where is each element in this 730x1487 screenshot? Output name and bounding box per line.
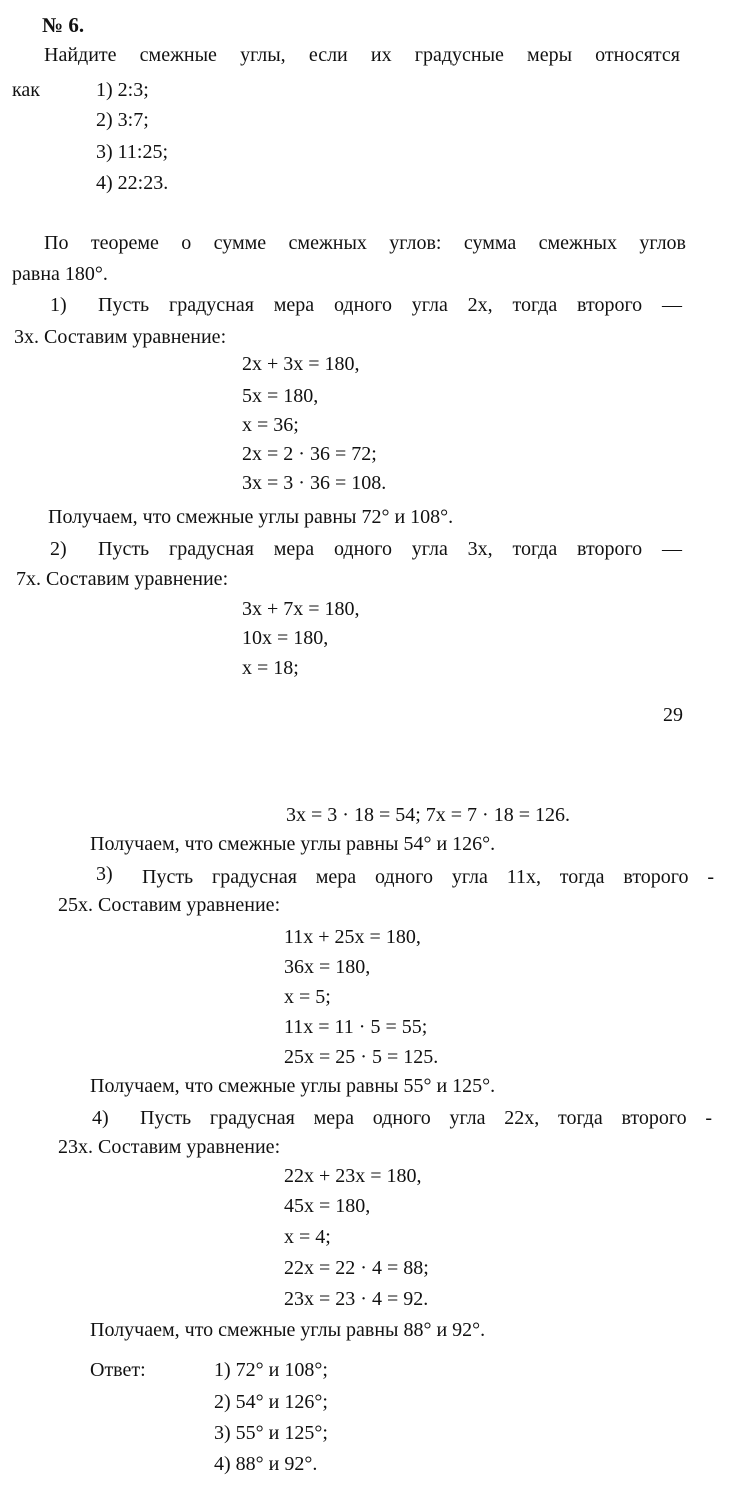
case-1-result: Получаем, что смежные углы равны 72° и 108°. (48, 506, 454, 528)
option-2: 2) 3:7; (96, 109, 149, 131)
case-1-equation: 2x = 2 · 36 = 72; (242, 443, 377, 465)
theorem-line-1: По теореме о сумме смежных углов: сумма смежных углов (44, 232, 686, 254)
case-2-equation: 10x = 180, (242, 627, 329, 649)
case-1-equation: x = 36; (242, 414, 299, 436)
case-4-equation: x = 4; (284, 1226, 331, 1248)
theorem-line-2: равна 180°. (12, 263, 108, 285)
case-3-equation: 11x + 25x = 180, (284, 926, 421, 948)
case-1-equation: 2x + 3x = 180, (242, 353, 360, 375)
case-1-equation: 3x = 3 · 36 = 108. (242, 472, 387, 494)
case-2-line-2: 7x. Составим уравнение: (16, 568, 229, 590)
case-4-result: Получаем, что смежные углы равны 88° и 92°. (90, 1319, 486, 1341)
task-kak: как (12, 79, 41, 101)
option-3: 3) 11:25; (96, 141, 169, 163)
case-3-number: 3) (96, 863, 113, 885)
case-4-equation: 23x = 23 · 4 = 92. (284, 1288, 429, 1310)
case-2-number: 2) (50, 538, 67, 560)
answer-item: 2) 54° и 126°; (214, 1391, 328, 1413)
case-3-equation: 36x = 180, (284, 956, 371, 978)
case-2-result: Получаем, что смежные углы равны 54° и 126°. (90, 833, 496, 855)
answer-label: Ответ: (90, 1359, 146, 1381)
case-1-line-1: Пусть градусная мера одного угла 2x, тогда второго — (98, 294, 682, 316)
case-2-equation: x = 18; (242, 657, 299, 679)
case-4-equation: 45x = 180, (284, 1195, 371, 1217)
case-3-result: Получаем, что смежные углы равны 55° и 125°. (90, 1075, 496, 1097)
case-3-equation: 11x = 11 · 5 = 55; (284, 1016, 428, 1038)
option-4: 4) 22:23. (96, 172, 169, 194)
case-2-line-1: Пусть градусная мера одного угла 3x, тогда второго — (98, 538, 682, 560)
case-3-equation: 25x = 25 · 5 = 125. (284, 1046, 439, 1068)
case-4-line-1: Пусть градусная мера одного угла 22x, тогда второго - (140, 1107, 712, 1129)
answer-item: 1) 72° и 108°; (214, 1359, 328, 1381)
case-3-line-2: 25x. Составим уравнение: (58, 894, 281, 916)
task-statement: Найдите смежные углы, если их градусные меры относятся (44, 44, 680, 66)
case-4-line-2: 23x. Составим уравнение: (58, 1136, 281, 1158)
case-4-equation: 22x = 22 · 4 = 88; (284, 1257, 429, 1279)
case-3-equation: x = 5; (284, 986, 331, 1008)
case-2-equation: 3x + 7x = 180, (242, 598, 360, 620)
answer-item: 3) 55° и 125°; (214, 1422, 328, 1444)
answer-item: 4) 88° и 92°. (214, 1453, 318, 1475)
case-1-equation: 5x = 180, (242, 385, 319, 407)
task-number: № 6. (42, 13, 85, 37)
case-1-number: 1) (50, 294, 67, 316)
case-3-line-1: Пусть градусная мера одного угла 11x, тогда второго - (142, 866, 714, 888)
case-1-line-2: 3x. Составим уравнение: (14, 326, 227, 348)
case-4-equation: 22x + 23x = 180, (284, 1165, 422, 1187)
option-1: 1) 2:3; (96, 79, 149, 101)
page-number: 29 (663, 704, 683, 726)
case-2-continuation: 3x = 3 · 18 = 54; 7x = 7 · 18 = 126. (286, 804, 570, 826)
case-4-number: 4) (92, 1107, 109, 1129)
